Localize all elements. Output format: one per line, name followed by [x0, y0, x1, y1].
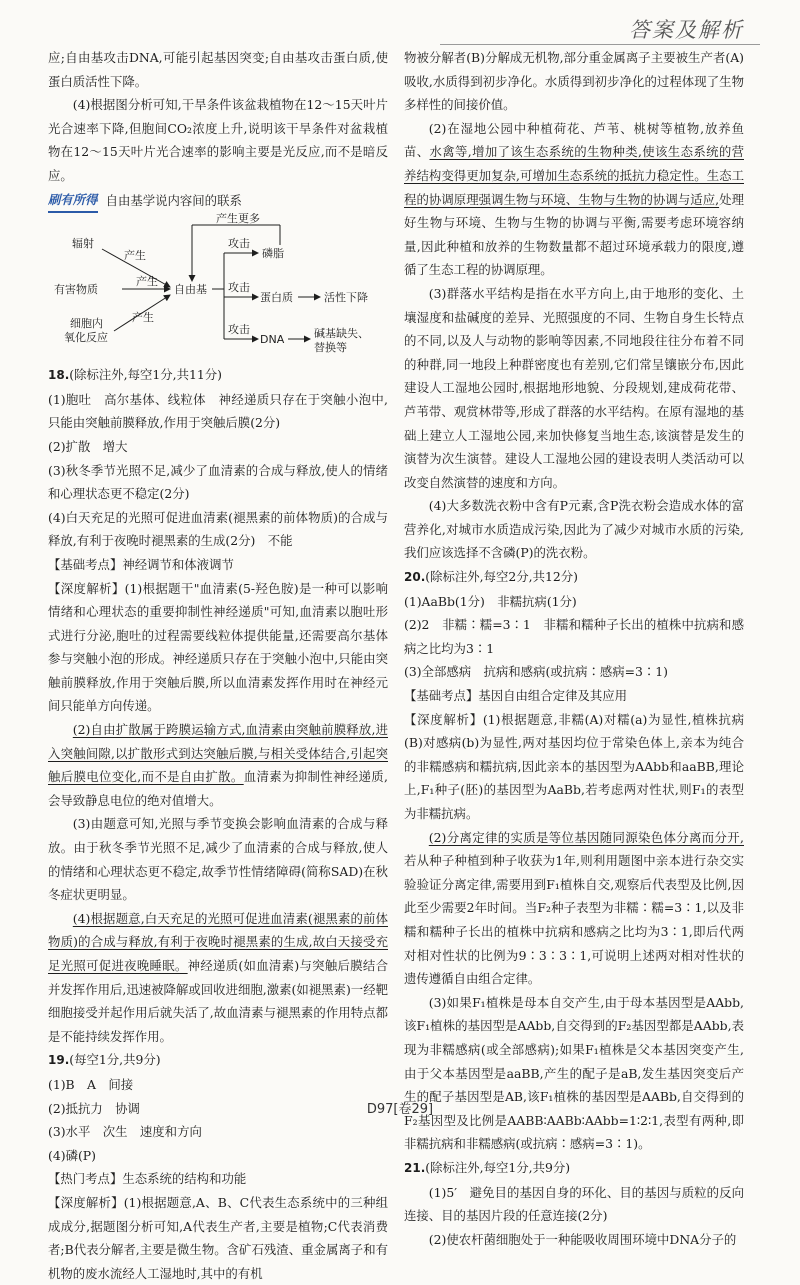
- label-more: 产生更多: [216, 213, 260, 226]
- question-scoring: (除标注外,每空1分,共9分): [425, 1159, 571, 1175]
- answer-line: (2)扩散 增大: [48, 438, 128, 454]
- underlined-text: 水禽等,增加了该生态系统的生物种类,使该生态系统的营养结构变得更加复杂,可增加生态系统的抵抗力稳定性。生态工程的协调原理强调生物与环境、生物与生物的协调与适应,: [404, 144, 744, 207]
- analysis-paragraph: [48, 718, 388, 812]
- label-redox-1: 细胞内: [70, 317, 103, 331]
- text-span: 处理好生物与环境、生物与生物的协调与平衡,需要考虑环境容纳量,因此种植和放养的生物数量都不超过环境承载力的限度,遵循了生态工程的协调原理。: [404, 191, 744, 278]
- paragraph: [404, 117, 744, 282]
- analysis-paragraph: 【深度解析】(1)根据题意,非糯(A)对糯(a)为显性,植株抗病(B)对感病(b)为显性,两对基因均位于常染色体上,亲本为纯合的非糯感病和糯抗病,因此亲本的基因型为AAbb和aaBB,理论上,F₁种子(胚)的基因型为AaBb,若考虑两对性状,则F₁的表型为非糯抗病。: [404, 711, 744, 821]
- question-19-header: [48, 1048, 388, 1073]
- answer-line: (2)2 非糯∶糯=3∶1 非糯和糯种子长出的植株中抗病和感病之比均为3∶1: [404, 617, 744, 656]
- label-mutation-2: 替换等: [314, 341, 347, 355]
- right-column: [404, 46, 744, 1251]
- underlined-text: (4)根据题意,白天充足的光照可促进血清素(褪黑素的前体物质)的合成与释放,有利于夜晚时褪黑素的生成,故白天接受充足光照可促进夜晚睡眠。: [48, 910, 388, 973]
- answer-line: (1)胞吐 高尔基体、线粒体 神经递质只存在于突触小泡中,只能由突触前膜释放,作用于突触后膜(2分): [48, 391, 388, 431]
- underlined-text: (2)自由扩散属于跨膜运输方式,血清素由突触前膜释放,进入突触间隙,以扩散形式到达突触后膜,与相关受体结合,引起突触后膜电位变化,而不是自由扩散。: [48, 722, 388, 785]
- label-attack-3: 攻击: [228, 323, 250, 337]
- underlined-text: (2)分离定律的实质是等位基因随同源染色体分离而分开,: [428, 829, 744, 845]
- hot-point-label: 【热门考点】生态系统的结构和功能: [48, 1171, 247, 1187]
- tip-tag: 刷有所得: [48, 188, 98, 214]
- label-attack-1: 攻击: [228, 237, 250, 251]
- answer-line: (1)B A 间接: [48, 1076, 134, 1092]
- paragraph: (4)大多数洗衣粉中含有P元素,含P洗衣粉会造成水体的富营养化,对城市水质造成污染,因此为了减少对城市水质的污染,我们应该选择不含磷(P)的洗衣粉。: [404, 498, 744, 561]
- label-produce-3: 产生: [132, 311, 154, 325]
- header-divider: [440, 44, 760, 45]
- text-span: 血清素为抑制性神经递质,会导致静息电位的绝对值增大。: [48, 769, 388, 808]
- analysis-paragraph: 【深度解析】(1)根据题干"血清素(5-羟色胺)是一种可以影响情绪和心理状态的重要抑制性神经递质"可知,血清素以胞吐形式进行分泌,胞吐的过程需要线粒体提供能量,还需要高尔基体参与突触小泡的形成。神经递质只存在于突触小泡中,只能由突触前膜释放,作用于突触后膜,所以血清素发挥作用时在神经元间只能单方向传递。: [48, 580, 388, 714]
- label-harmful: 有害物质: [54, 283, 98, 297]
- label-protein: 蛋白质: [260, 291, 293, 305]
- label-produce-2: 产生: [136, 275, 158, 289]
- question-number: 21.: [404, 1160, 426, 1175]
- question-18-header: [48, 363, 388, 388]
- tip-title: 自由基学说内容间的联系: [105, 192, 242, 208]
- label-mutation-1: 碱基缺失、: [314, 327, 369, 341]
- label-activity: 活性下降: [324, 291, 368, 305]
- paragraph: 物被分解者(B)分解成无机物,部分重金属离子主要被生产者(A)吸收,水质得到初步净化。水质得到初步净化的过程体现了生物多样性的间接价值。: [404, 50, 744, 113]
- answer-line: (3)全部感病 抗病和感病(或抗病∶感病=3∶1): [404, 664, 669, 680]
- answer-line: (4)磷(P): [48, 1147, 96, 1163]
- text-span: 若从种子种植到种子收获为1年,则利用题图中亲本进行杂交实验验证分离定律,需要用到F₁植株自交,观察后代表型及比例,因此至少需要2年时间。当F₂种子表型为非糯∶糯=3∶1,以及非糯和糯种子长出的植株中抗病和感病之比均为3∶1,即后代两对相对性状的比例为9∶3∶3∶1,可说明上述两对相对性状的遗传遵循自由组合定律。: [404, 853, 744, 987]
- text-span: 神经递质(如血清素)与突触后膜结合并发挥作用后,迅速被降解或回收进细胞,激素(如褪黑素)一经靶细胞接受并起作用后就失活了,故血清素与褪黑素的作用特点都是不能持续发挥作用。: [48, 958, 389, 1044]
- paragraph: 应;自由基攻击DNA,可能引起基因突变;自由基攻击蛋白质,使蛋白质活性下降。: [48, 50, 388, 89]
- basic-point-label: 【基础考点】神经调节和体液调节: [48, 556, 234, 572]
- analysis-paragraph: [48, 907, 388, 1049]
- question-21-header: [404, 1156, 744, 1181]
- label-radiation: 辐射: [72, 237, 94, 251]
- question-scoring: (每空1分,共9分): [69, 1052, 161, 1068]
- label-redox-2: 氧化反应: [64, 331, 108, 345]
- answer-line: (1)5′ 避免目的基因自身的环化、目的基因与质粒的反向连接、目的基因片段的任意连接(2分): [404, 1184, 744, 1224]
- analysis-paragraph: (3)由题意可知,光照与季节变换会影响血清素的合成与释放。由于秋冬季节光照不足,减少了血清素的合成与释放,使人的情绪和心理状态更不稳定,故季节性情绪障碍(简称SAD)在秋冬症状更明显。: [48, 816, 388, 903]
- question-number: 19.: [48, 1053, 70, 1068]
- answer-line: (2)抵抗力 协调: [48, 1100, 140, 1116]
- analysis-paragraph: (3)如果F₁植株是母本自交产生,由于母本基因型是AAbb,该F₁植株的基因型是AAbb,自交得到的F₂基因型都是AAbb,表现为非糯感病(或全部感病);如果F₁植株是父本基因突变产生,由于父本基因型是aaBB,产生的配子是aB,发生基因突变后产生的配子基因型是AB,该F₁植株的基因型是AABb,自交得到的F₂基因型及比例是AABB∶AABb∶AAbb=1∶2∶1,表型有两种,即非糯抗病和非糯感病(或抗病∶感病=3∶1)。: [404, 994, 744, 1152]
- page-number: D97[卷29]: [366, 1102, 434, 1117]
- text-span: (2)在湿地公园中种植荷花、芦苇、桃树等植物,放养鱼苗、: [404, 120, 744, 160]
- label-center: 自由基: [174, 283, 207, 297]
- question-number: 18.: [48, 368, 70, 383]
- page-header: 答案及解析: [629, 18, 744, 42]
- question-20-header: [404, 565, 744, 590]
- question-scoring: (除标注外,每空1分,共11分): [69, 367, 222, 383]
- basic-point-label: 【基础考点】基因自由组合定律及其应用: [404, 688, 628, 704]
- label-attack-2: 攻击: [228, 281, 250, 295]
- tip-heading: [48, 188, 388, 214]
- paragraph: (4)根据图分析可知,干旱条件该盆栽植物在12～15天叶片光合速率下降,但胞间CO₂浓度上升,说明该干旱条件对盆栽植物在12～15天叶片光合速率的影响主要是光反应,而不是暗反应。: [48, 97, 388, 183]
- question-scoring: (除标注外,每空2分,共12分): [425, 569, 578, 585]
- answer-line: (2)使农杆菌细胞处于一种能吸收周围环境中DNA分子的: [428, 1231, 737, 1247]
- answer-line: (3)秋冬季节光照不足,减少了血清素的合成与释放,使人的情绪和心理状态更不稳定(2分): [48, 462, 388, 502]
- paragraph: (3)群落水平结构是指在水平方向上,由于地形的变化、土壤湿度和盐碱度的差异、光照强度的不同、生物自身生长特点的不同,以及人与动物的影响等因素,不同地段往往分布着不同的种群,同一地段上种群密度也有差别,它们常呈镶嵌分布,因此建设人工湿地公园时,根据地形地貌、分段规划,建成荷花带、芦苇带、观赏林带等,形成了群落的水平结构。在原有湿地的基础上建立人工湿地公园,来加快修复当地生态,该演替是发生的演替为次生演替。建设人工湿地公园的建设表明人类活动可以改变自然演替的速度和方向。: [404, 285, 744, 490]
- analysis-paragraph: [404, 826, 744, 991]
- answer-line: (1)AaBb(1分) 非糯抗病(1分): [404, 593, 577, 609]
- label-produce-1: 产生: [124, 249, 146, 263]
- answer-line: (3)水平 次生 速度和方向: [48, 1124, 202, 1140]
- free-radical-diagram: [52, 213, 382, 363]
- analysis-paragraph: 【深度解析】(1)根据题意,A、B、C代表生态系统中的三种组成成分,据题图分析可知,A代表生产者,主要是植物;C代表消费者;B代表分解者,主要是微生物。含矿石残渣、重金属离子和有机物的废水流经人工湿地时,其中的有机: [48, 1194, 388, 1281]
- label-lipid: 磷脂: [262, 247, 284, 261]
- label-dna: DNA: [260, 333, 285, 347]
- answer-line: (4)白天充足的光照可促进血清素(褪黑素的前体物质)的合成与释放,有利于夜晚时褪黑素的生成(2分) 不能: [48, 509, 388, 549]
- question-number: 20.: [404, 570, 426, 585]
